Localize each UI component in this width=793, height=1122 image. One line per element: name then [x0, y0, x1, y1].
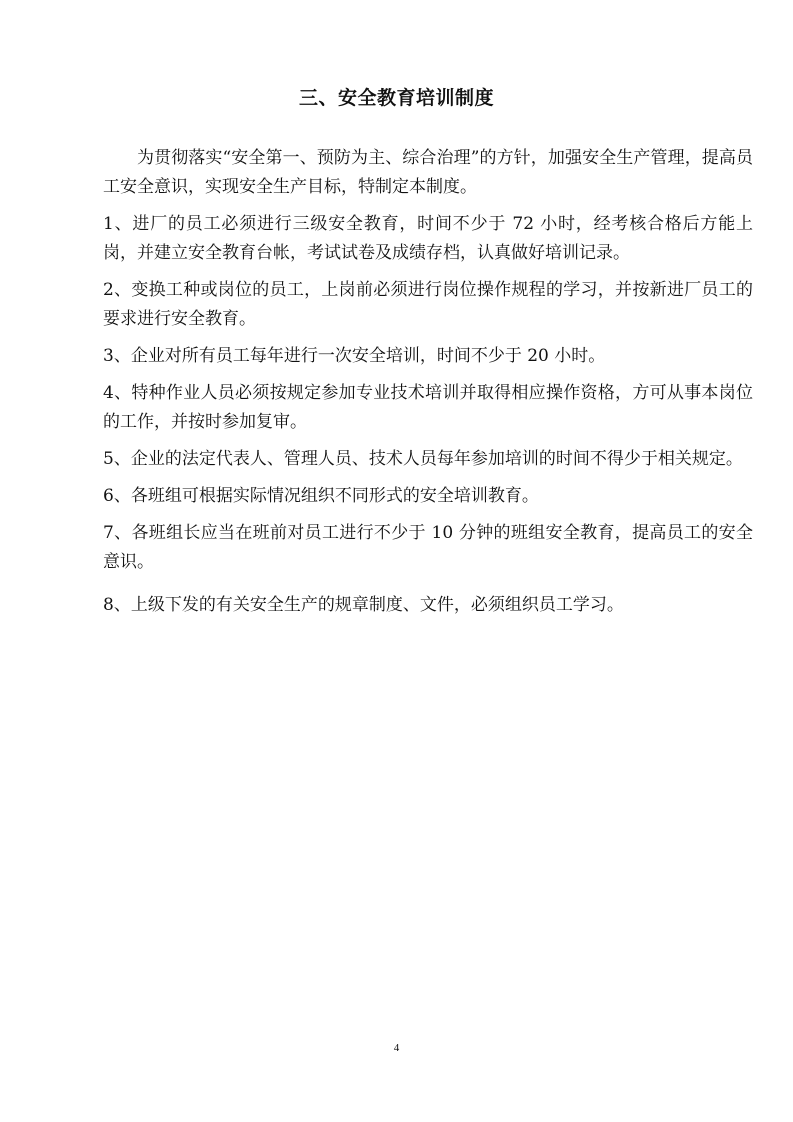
intro-paragraph: 为贯彻落实“安全第一、预防为主、综合治理”的方针，加强安全生产管理，提高员工安全意识，实现安全生产目标，特制定本制度。 — [103, 148, 753, 197]
policy-item-1: 1、进厂的员工必须进行三级安全教育，时间不少于 72 小时，经考核合格后方能上岗，并建立安全教育台帐，考试试卷及成绩存档，认真做好培训记录。 — [103, 214, 753, 263]
policy-item-4: 4、特种作业人员必须按规定参加专业技术培训并取得相应操作资格，方可从事本岗位的工作，并按时参加复审。 — [103, 383, 753, 432]
document-body — [103, 144, 753, 628]
page-number: 4 — [393, 1042, 400, 1054]
document-title: 三、安全教育培训制度 — [298, 87, 494, 109]
policy-item-7: 7、各班组长应当在班前对员工进行不少于 10 分钟的班组安全教育，提高员工的安全意识。 — [103, 523, 753, 572]
policy-item-8: 8、上级下发的有关安全生产的规章制度、文件，必须组织员工学习。 — [103, 595, 624, 615]
policy-item-5: 5、企业的法定代表人、管理人员、技术人员每年参加培训的时间不得少于相关规定。 — [103, 449, 743, 469]
policy-item-6: 6、各班组可根据实际情况组织不同形式的安全培训教育。 — [103, 486, 539, 506]
policy-item-3: 3、企业对所有员工每年进行一次安全培训，时间不少于 20 小时。 — [103, 346, 606, 366]
policy-item-2: 2、变换工种或岗位的员工，上岗前必须进行岗位操作规程的学习，并按新进厂员工的要求进行安全教育。 — [103, 280, 753, 329]
